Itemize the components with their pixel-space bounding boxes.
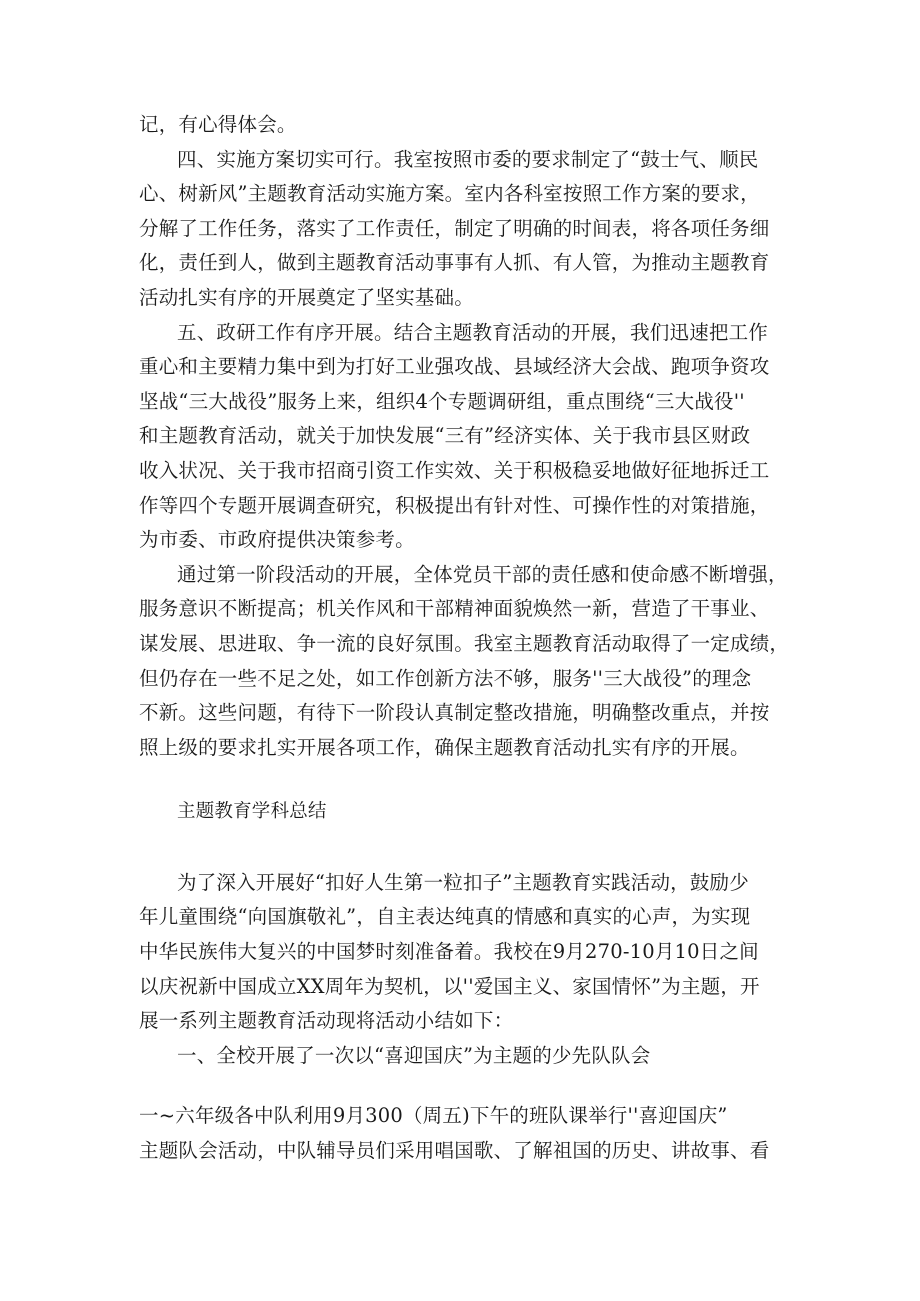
paragraph-team-meeting [139,1099,795,1168]
paragraph-line: 心、树新风”主题教育活动实施方案。室内各科室按照工作方案的要求， [139,182,760,206]
paragraph-line: 重心和主要精力集中到为打好工业强攻战、县域经济大会战、跑项争资攻 [139,355,770,379]
paragraph-line: 但仍存在一些不足之处，如工作创新方法不够，服务''三大战役”的理念 [139,666,752,690]
paragraph-line: 年儿童围绕“向国旗敬礼”，自主表达纯真的情感和真实的心声，为实现 [139,905,751,929]
paragraph-line: 一~六年级各中队利用9月300（周五)下午的班队课举行''喜迎国庆” [139,1104,728,1128]
document-page [139,108,795,1169]
paragraph-line: 活动扎实有序的开展奠定了坚实基础。 [139,285,474,309]
paragraph-line: 化，责任到人，做到主题教育活动事事有人抓、有人管，为推动主题教育 [139,251,770,275]
paragraph-line: 和主题教育活动，就关于加快发展“三有”经济实体、关于我市县区财政 [139,424,751,448]
paragraph-stage-summary [139,558,795,766]
paragraph-line: 以庆祝新中国成立XX周年为契机，以''爱国主义、家国情怀”为主题，开 [139,974,760,998]
paragraph-line: 四、实施方案切实可行。我室按照市委的要求制定了“鼓士气、顺民 [177,147,759,171]
paragraph-line: 为了深入开展好“扣好人生第一粒扣子”主题教育实践活动，鼓励少 [177,870,749,894]
paragraph-policy-research [139,316,795,558]
section-heading: 主题教育学科总结 [177,801,327,823]
paragraph-line: 坚战“三大战役”服务上来，组织4个专题调研组，重点围绕“三大战役'' [139,389,745,413]
paragraph-line: 服务意识不断提高；机关作风和干部精神面貌焕然一新，营造了干事业、 [139,597,770,621]
paragraph-line: 为市委、市政府提供决策参考。 [139,528,415,552]
paragraph-line: 展一系列主题教育活动现将活动小结如下： [139,1009,514,1033]
paragraph-line: 分解了工作任务，落实了工作责任，制定了明确的时间表，将各项任务细 [139,216,770,240]
paragraph-line: 收入状况、关于我市招商引资工作实效、关于积极稳妥地做好征地拆迁工 [139,458,770,482]
paragraph-activity-intro [139,866,795,1039]
paragraph-line: 中华民族伟大复兴的中国梦时刻准备着。我校在9月270-10月10日之间 [139,940,759,964]
paragraph-line: 谋发展、思进取、争一流的良好氛围。我室主题教育活动取得了一定成绩， [139,631,790,655]
paragraph-line: 五、政研工作有序开展。结合主题教育活动的开展，我们迅速把工作 [177,320,769,344]
paragraph-line: 通过第一阶段活动的开展，全体党员干部的责任感和使命感不断增强， [177,562,788,586]
paragraph-line: 照上级的要求扎实开展各项工作，确保主题教育活动扎实有序的开展。 [139,735,750,759]
paragraph-line: 不新。这些问题，有待下一阶段认真制定整改措施，明确整改重点，并按 [139,701,770,725]
list-item-heading: 一、全校开展了一次以“喜迎国庆”为主题的少先队队会 [177,1043,651,1067]
paragraph-line: 作等四个专题开展调查研究，积极提出有针对性、可操作性的对策措施， [139,493,770,517]
paragraph-line: 主题队会活动，中队辅导员们采用唱国歌、了解祖国的历史、讲故事、看 [139,1139,770,1163]
paragraph-line: 记，有心得体会。 [139,113,297,136]
paragraph-implementation-plan [139,143,795,316]
